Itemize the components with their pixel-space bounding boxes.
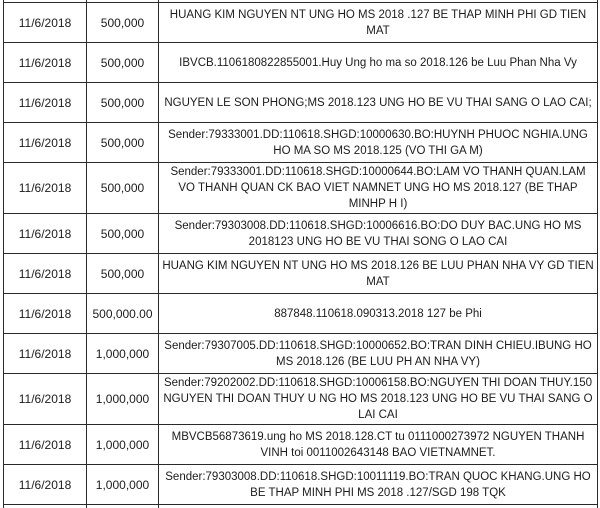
date-cell: 11/6/2018 [4,163,87,214]
description-cell: MBVCB56873619.ung ho MS 2018.128.CT tu 0111000273972 NGUYEN THANH VINH toi 0011002643148 BAO VIETNAMNET. [159,425,598,465]
amount-cell: 500,000 [87,123,159,163]
amount-cell: 500,000 [87,43,159,83]
description-cell: 887848.110618.090313.2018 127 be Phi [159,294,598,334]
description-cell: Sender:79307005.DD:110618.SHGD:10000652.BO:TRAN DINH CHIEU.IBUNG HO MS 2018.126 (BE LUU PH AN NHA VY) [159,334,598,374]
date-cell: 11/6/2018 [4,374,87,425]
table-row [4,425,598,465]
description-cell: HUANG KIM NGUYEN NT UNG HO MS 2018.126 BE LUU PHAN NHA VY GD TIEN MAT [159,254,598,294]
table-row [4,3,598,43]
table-row [4,123,598,163]
partial-row-bottom [4,505,598,508]
amount-cell: 500,000 [87,214,159,254]
date-cell: 11/6/2018 [4,334,87,374]
table-row [4,294,598,334]
date-cell: 11/6/2018 [4,425,87,465]
table-row [4,83,598,123]
date-cell: 11/6/2018 [4,294,87,334]
description-cell: Sender:79303008.DD:110618.SHGD:10006616.BO:DO DUY BAC.UNG HO MS 2018123 UNG HO BE VU THAI SONG O LAO CAI [159,214,598,254]
description-cell: Sender:79202002.DD:110618.SHGD:10006158.BO:NGUYEN THI DOAN THUY.150 NGUYEN THI DOAN THUY U NG HO MS 2018.123 UNG HO BE VU THAI SANG O LAI CAI [159,374,598,425]
description-cell [159,505,598,508]
date-cell: 11/6/2018 [4,3,87,43]
table-row [4,43,598,83]
date-cell: 11/6/2018 [4,43,87,83]
table-row [4,214,598,254]
amount-cell: 500,000 [87,163,159,214]
description-cell: Sender:79333001.DD:110618.SHGD:10000644.BO:LAM VO THANH QUAN.LAM VO THANH QUAN CK BAO VIET NAMNET UNG HO MS 2018.127 (BE THAP MINHP H I) [159,163,598,214]
amount-cell: 500,000 [87,3,159,43]
amount-cell: 500,000 [87,83,159,123]
description-cell: Sender:79333001.DD:110618.SHGD:10000630.BO:HUYNH PHUOC NGHIA.UNG HO MA SO MS 2018.125 (VO THI GA M) [159,123,598,163]
amount-cell: 500,000.00 [87,294,159,334]
amount-cell: 500,000 [87,254,159,294]
table-row [4,374,598,425]
table-row [4,465,598,505]
amount-cell: 1,000,000 [87,425,159,465]
date-cell: 11/6/2018 [4,123,87,163]
table-row [4,334,598,374]
amount-cell: 1,000,000 [87,374,159,425]
table-row [4,254,598,294]
date-cell: 11/6/2018 [4,254,87,294]
date-cell: 11/6/2018 [4,214,87,254]
amount-cell: 1,000,000 [87,334,159,374]
description-cell: Sender:79303008.DD:110618.SHGD:10011119.BO:TRAN QUOC KHANG.UNG HO BE THAP MINH PHI MS 2018 .127/SGD 198 TQK [159,465,598,505]
amount-cell: 1,000,000 [87,465,159,505]
date-cell [4,505,87,508]
description-cell: NGUYEN LE SON PHONG;MS 2018.123 UNG HO BE VU THAI SANG O LAO CAI; [159,83,598,123]
amount-cell [87,505,159,508]
donation-table [3,0,598,508]
description-cell: HUANG KIM NGUYEN NT UNG HO MS 2018 .127 BE THAP MINH PHI GD TIEN MAT [159,3,598,43]
table-row [4,163,598,214]
date-cell: 11/6/2018 [4,83,87,123]
description-cell: IBVCB.1106180822855001.Huy Ung ho ma so 2018.126 be Luu Phan Nha Vy [159,43,598,83]
date-cell: 11/6/2018 [4,465,87,505]
